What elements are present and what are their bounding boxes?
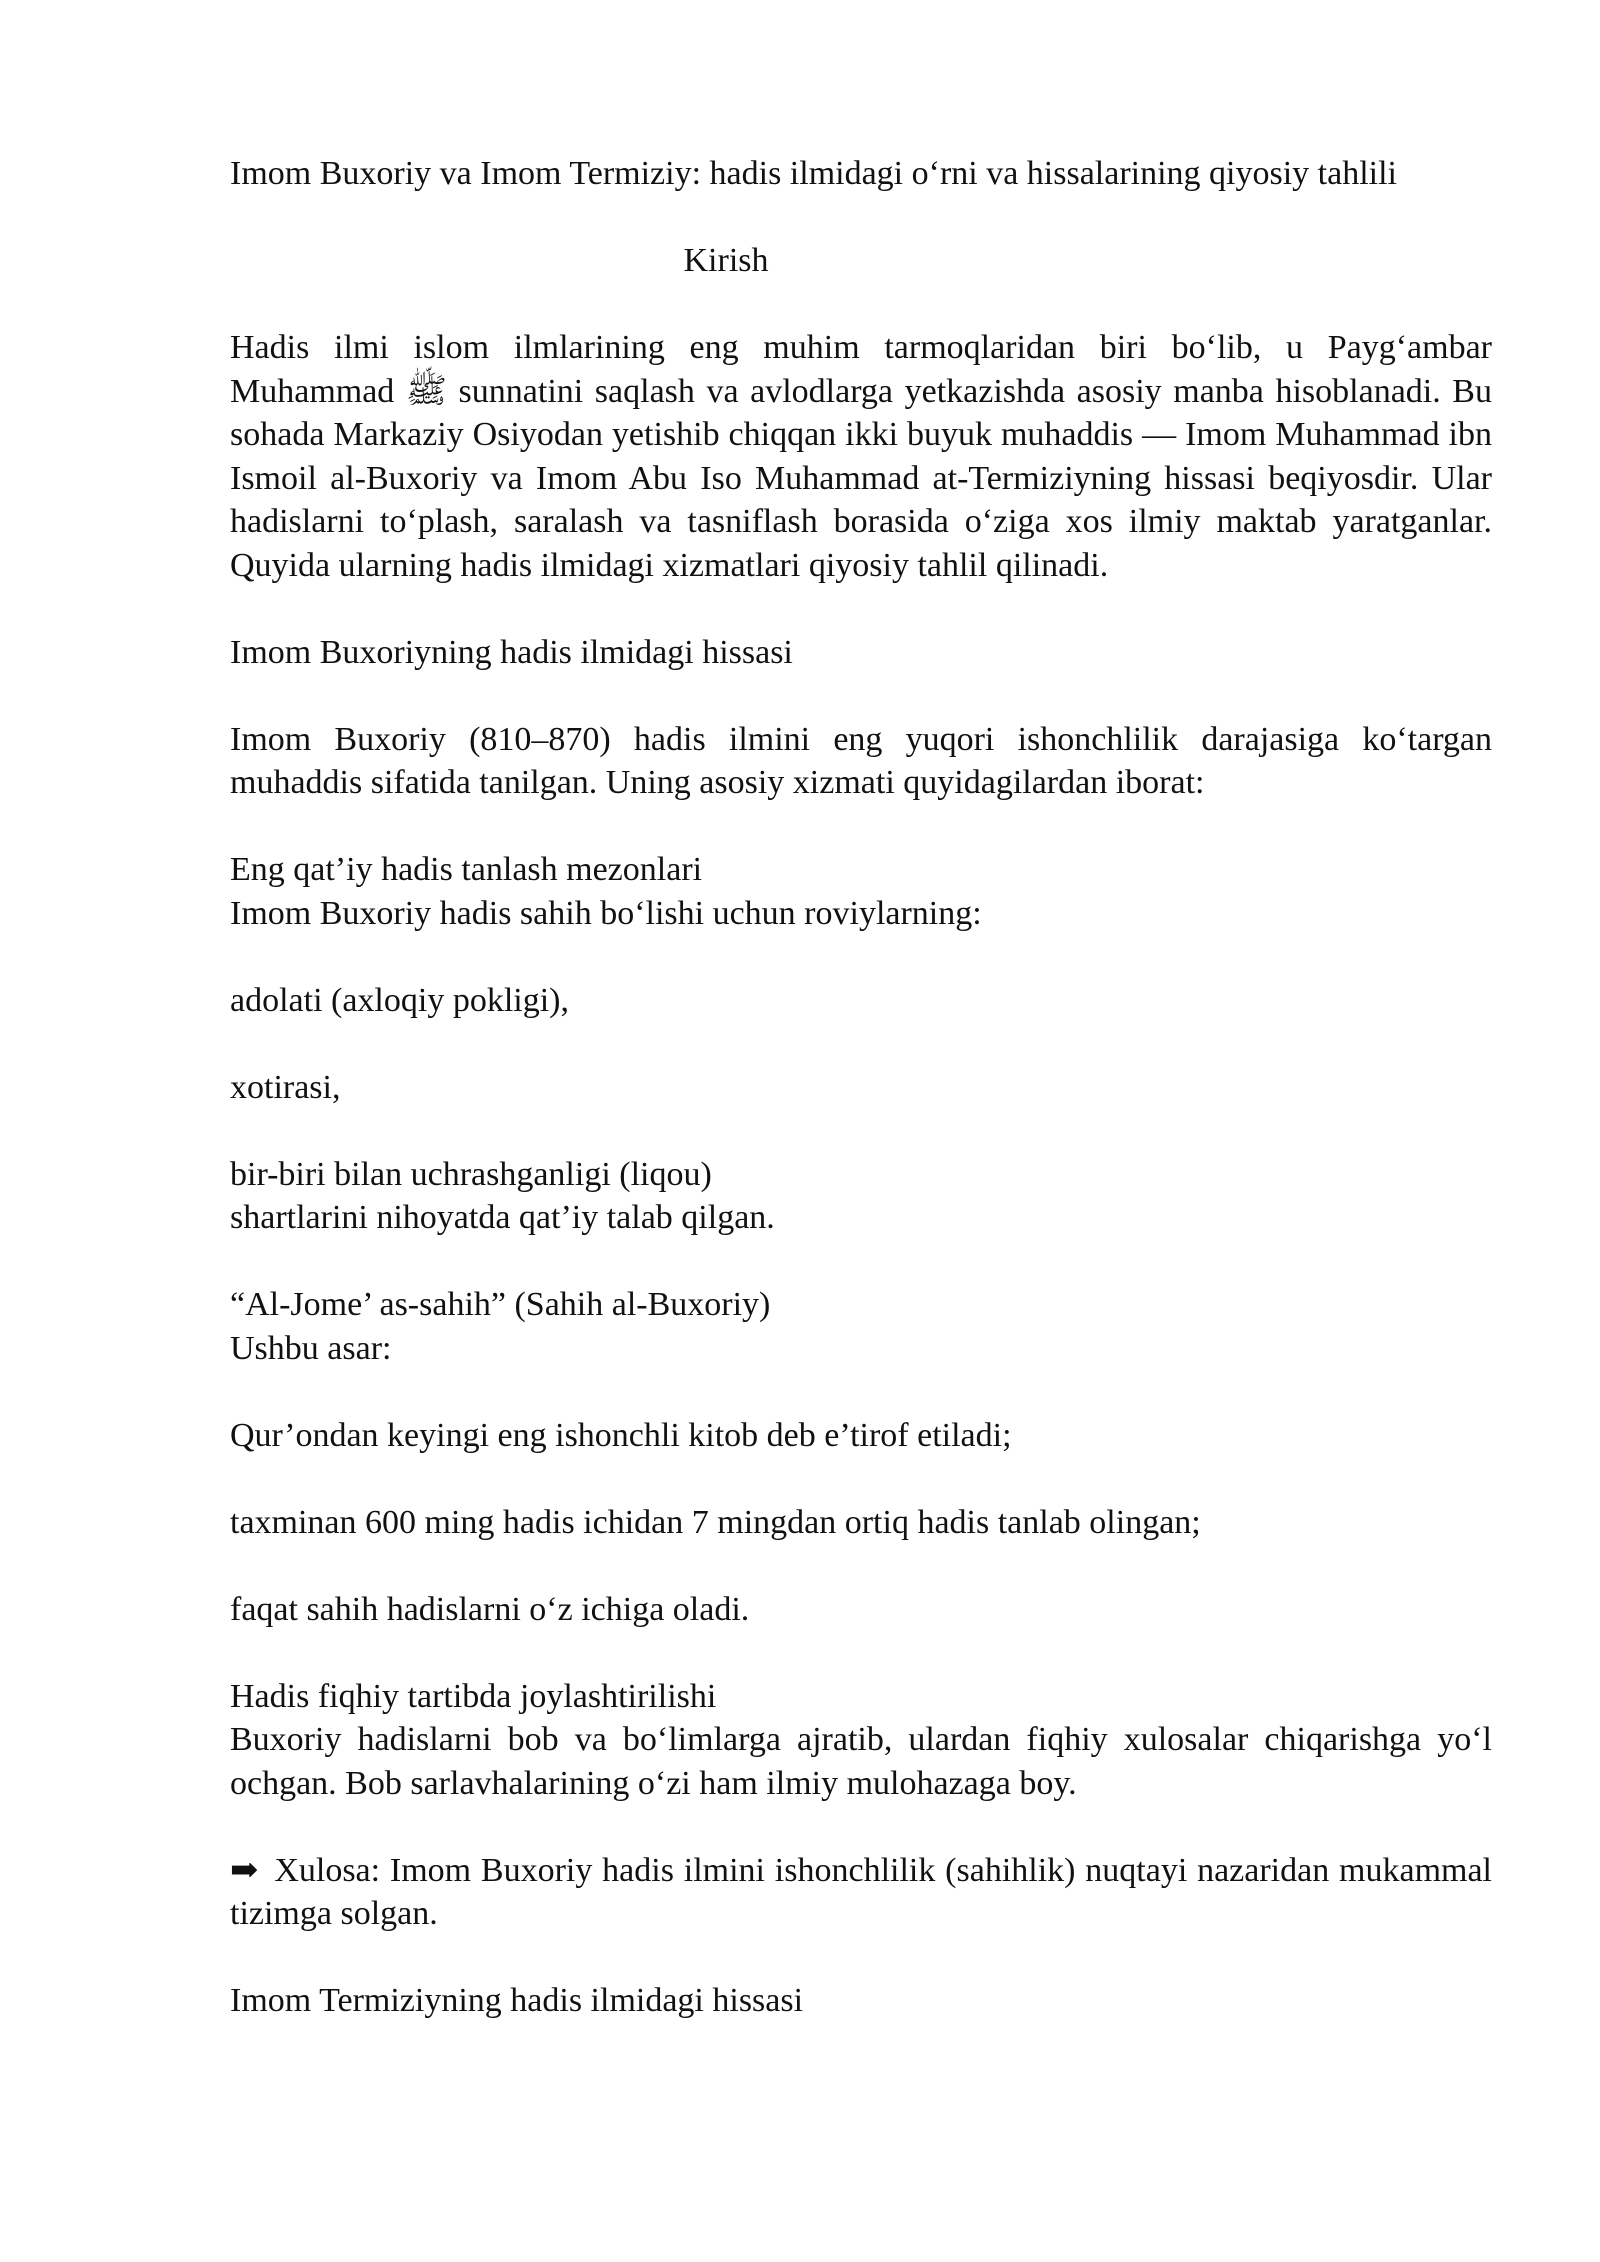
fiqh-heading: Hadis fiqhiy tartibda joylashtirilishi	[230, 1677, 717, 1715]
section-buxoriy-intro: Imom Buxoriy (810–870) hadis ilmini eng yuqori ishonchlilik darajasiga ko‘targan muhaddis sifatida tanilgan. Uning asosiy xizmati quyidagilardan iborat:	[230, 720, 1492, 801]
fiqh-block	[230, 1675, 1492, 1806]
criteria-outro: shartlarini nihoyatda qat’iy talab qilgan.	[230, 1199, 775, 1236]
sahih-item: Qur’ondan keyingi eng ishonchli kitob deb e’tirof etiladi;	[230, 1416, 1012, 1454]
criteria-heading: Eng qat’iy hadis tanlash mezonlari	[230, 851, 703, 888]
conclusion-paragraph	[230, 1849, 1492, 1936]
sahih-item: taxminan 600 ming hadis ichidan 7 mingdan ortiq hadis tanlab olingan;	[230, 1503, 1201, 1541]
sahih-heading: “Al-Jome’ as-sahih” (Sahih al-Buxoriy)	[230, 1286, 771, 1323]
fiqh-paragraph: Buxoriy hadislarni bob va bo‘limlarga ajratib, ulardan fiqhiy xulosalar chiqarishga yo‘l ochgan. Bob sarlavhalarining o‘zi ham ilmiy mulohazaga boy.	[230, 1721, 1492, 1802]
criteria-item-block	[230, 1153, 1492, 1240]
criteria-block	[230, 848, 1492, 935]
section-heading-termiziy: Imom Termiziyning hadis ilmidagi hissasi	[230, 1982, 804, 2019]
sahih-intro: Ushbu asar:	[230, 1329, 392, 1367]
criteria-intro: Imom Buxoriy hadis sahih bo‘lishi uchun roviylarning:	[230, 894, 982, 932]
sahih-block	[230, 1283, 1492, 1370]
criteria-item: adolati (axloqiy pokligi),	[230, 981, 569, 1019]
arrow-right-icon: ➡	[230, 1851, 259, 1889]
document-title: Imom Buxoriy va Imom Termiziy: hadis ilmidagi o‘rni va hissalarining qiyosiy tahlili	[230, 155, 1398, 192]
section-heading-buxoriy: Imom Buxoriyning hadis ilmidagi hissasi	[230, 633, 793, 671]
intro-heading: Kirish	[683, 242, 769, 279]
conclusion-text: Xulosa: Imom Buxoriy hadis ilmini ishonchlilik (sahihlik) nuqtayi nazaridan mukammal tizimga solgan.	[230, 1851, 1492, 1932]
criteria-item: xotirasi,	[230, 1068, 341, 1106]
sahih-item: faqat sahih hadislarni o‘z ichiga oladi.	[230, 1590, 750, 1628]
criteria-item: bir-biri bilan uchrashganligi (liqou)	[230, 1155, 712, 1193]
intro-paragraph: Hadis ilmi islom ilmlarining eng muhim tarmoqlaridan biri bo‘lib, u Payg‘ambar Muhammad ﷺ sunnatini saqlash va avlodlarga yetkazishda asosiy manba hisoblanadi. Bu sohada Markaziy Osiyodan yetishib chiqqan ikki buyuk muhaddis — Imom Muhammad ibn Ismoil al-Buxoriy va Imom Abu Iso Muhammad at-Termiziyning hissasi beqiyosdir. Ular hadislarni to‘plash, saralash va tasniflash borasida o‘ziga xos ilmiy maktab yaratganlar. Quyida ularning hadis ilmidagi xizmatlari qiyosiy tahlil qilinadi.	[230, 329, 1492, 584]
document-body	[230, 152, 1492, 2066]
